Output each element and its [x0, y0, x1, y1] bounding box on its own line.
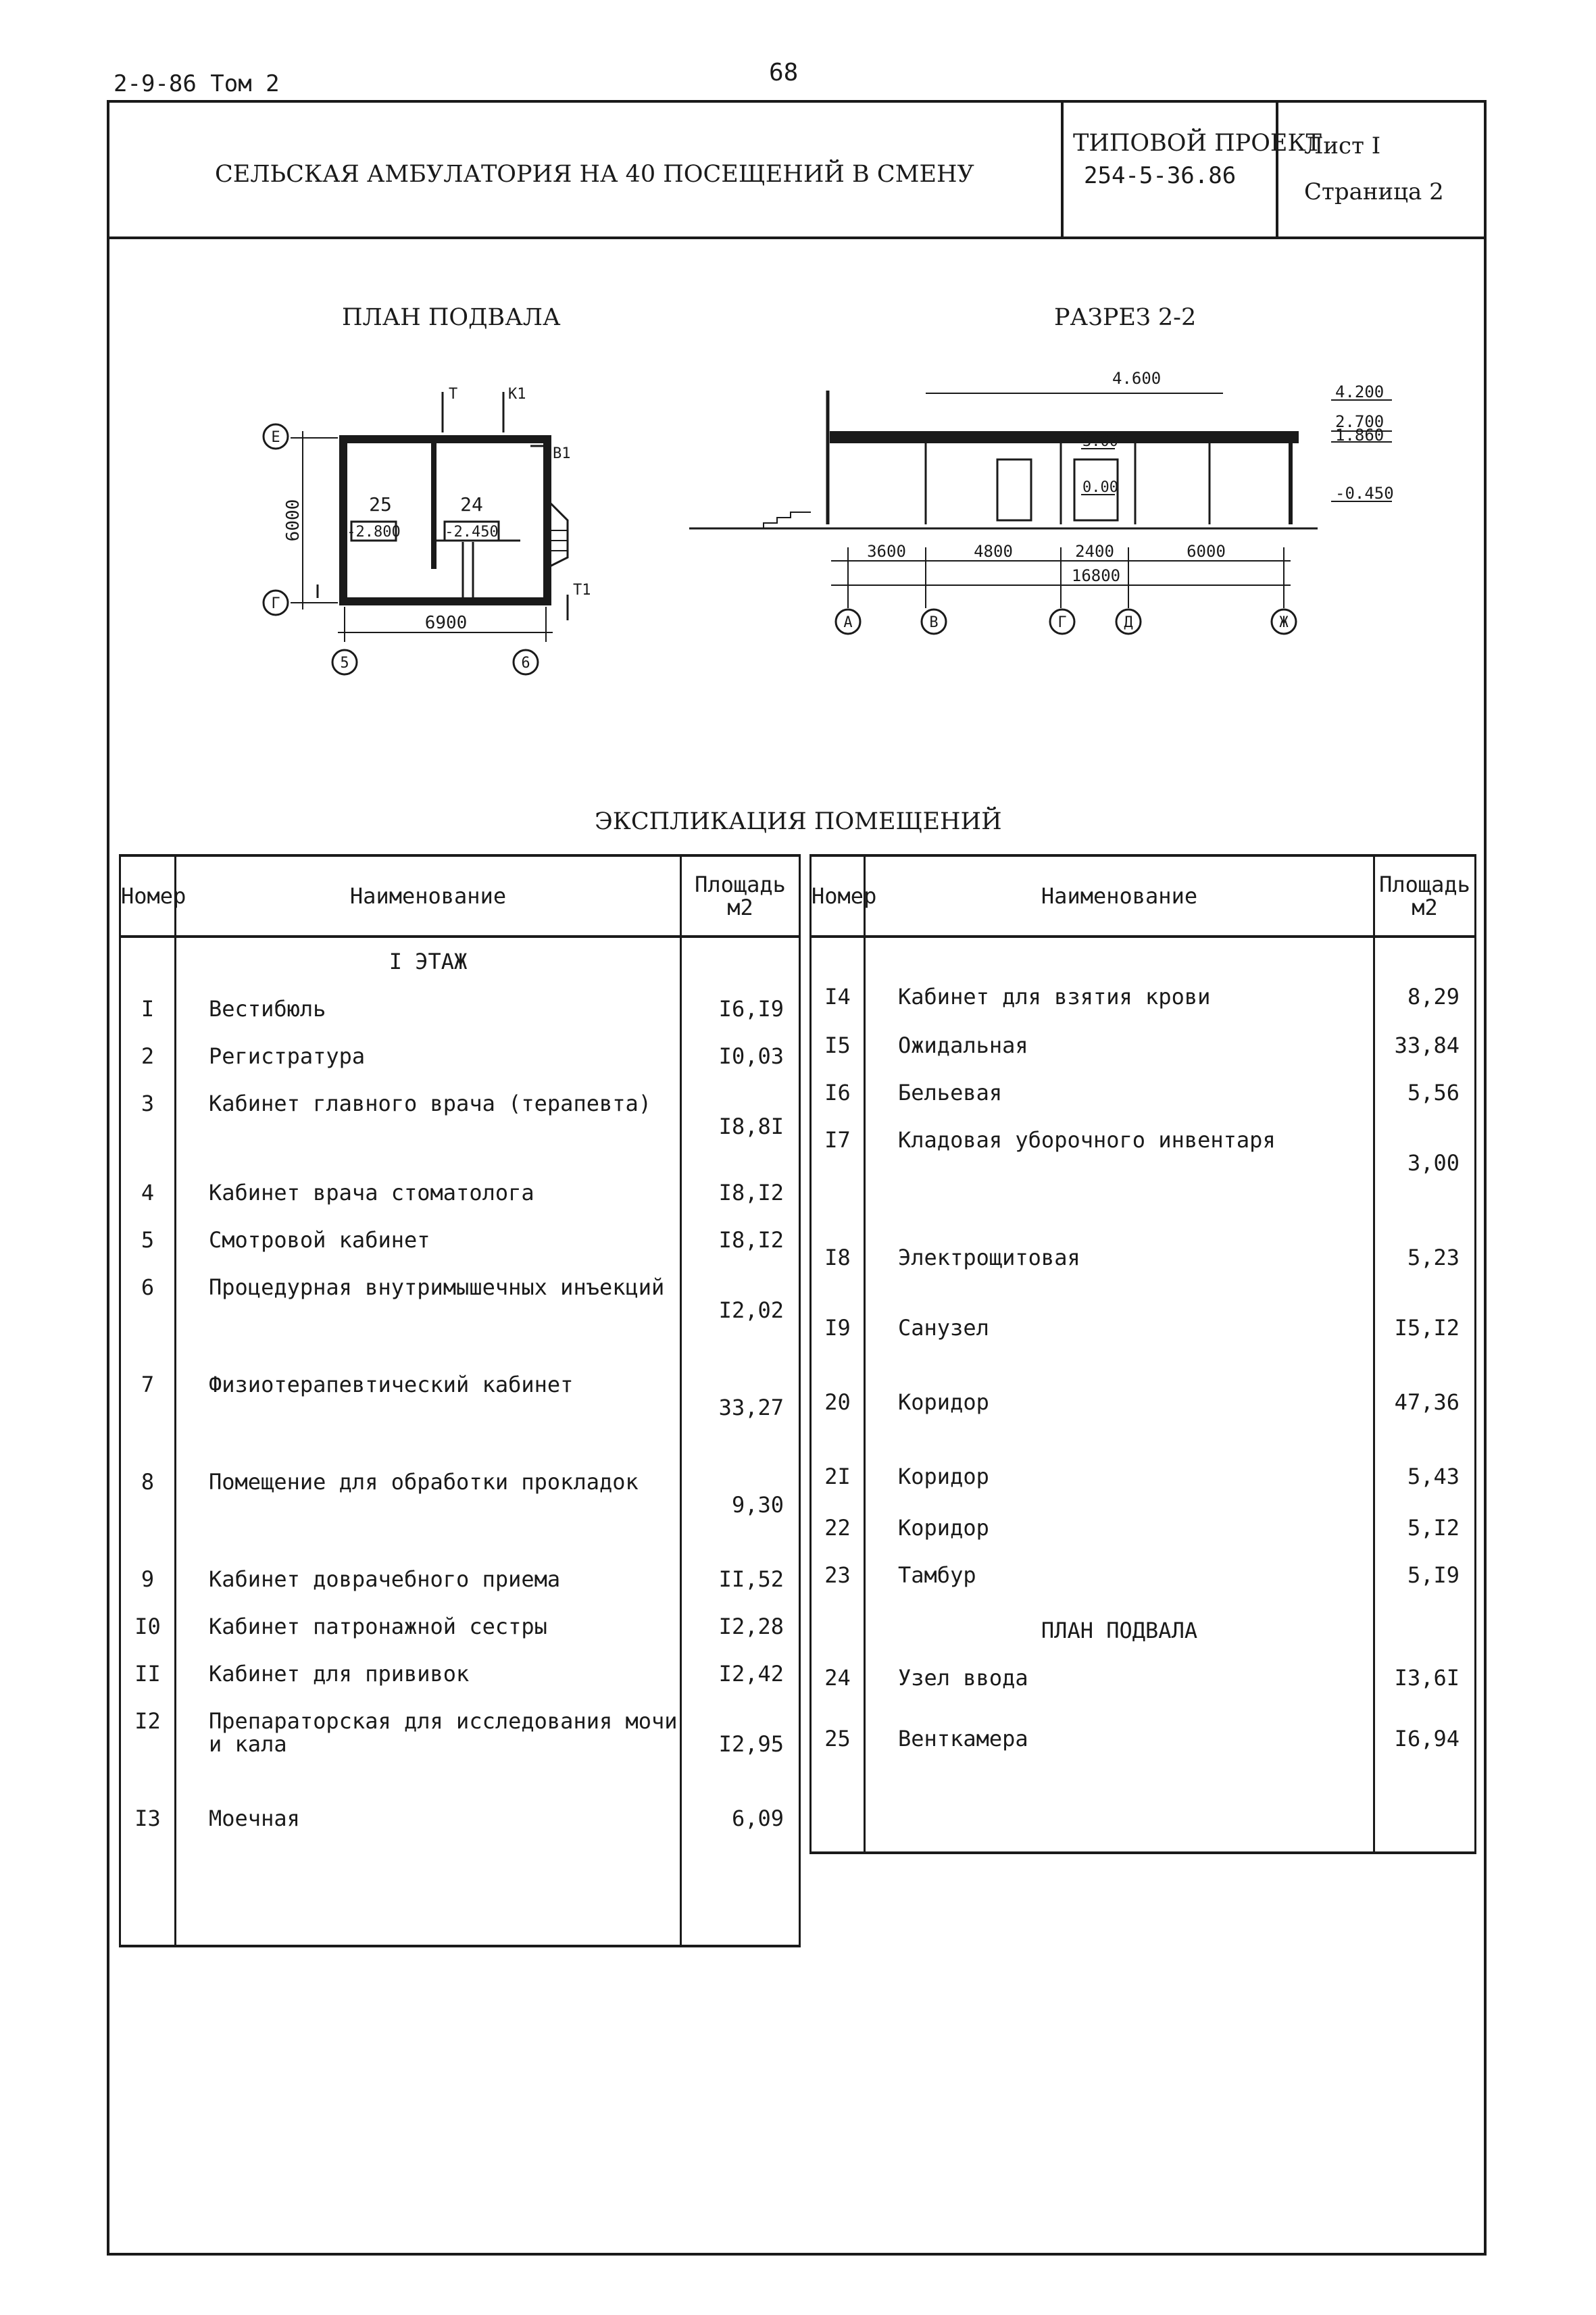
room-number: 2 [120, 1041, 176, 1088]
room-name: Препараторская для исследования мочи и кала [176, 1706, 681, 1803]
room-area: I2,95 [681, 1706, 800, 1803]
room-area: 5,I9 [1374, 1560, 1476, 1607]
room-name: Физиотерапевтический кабинет [176, 1369, 681, 1466]
section-drawing [682, 351, 1439, 649]
section-axis-d: Д [1124, 614, 1133, 631]
basement-plan-drawing [250, 365, 591, 689]
table-row [120, 1224, 800, 1272]
room-number: I [120, 993, 176, 1041]
room-number: I2 [120, 1706, 176, 1803]
room-area: I8,I2 [681, 1224, 800, 1272]
room-number: I4 [811, 981, 865, 1030]
room-area: I5,I2 [1374, 1312, 1476, 1387]
table-row [120, 1611, 800, 1658]
table-row [120, 1803, 800, 1850]
room-area: 5,I2 [1374, 1512, 1476, 1560]
area-cell [681, 937, 800, 993]
table-row [811, 1662, 1476, 1723]
basement-plan-title: ПЛАН ПОДВАЛА [342, 304, 561, 331]
table-row [811, 1242, 1476, 1312]
empty-cell [1374, 1784, 1476, 1853]
table-row [811, 1461, 1476, 1512]
room-area: 5,56 [1374, 1077, 1476, 1124]
empty-cell [865, 937, 1374, 981]
empty-cell [865, 1784, 1374, 1853]
room-number: 24 [811, 1662, 865, 1723]
title-block-divider [1061, 100, 1064, 238]
room-area: I8,8I [681, 1088, 800, 1177]
room-number: I7 [811, 1124, 865, 1242]
title-block-divider [107, 237, 1487, 239]
room-number: I8 [811, 1242, 865, 1312]
sheet-label: Лист I [1304, 132, 1381, 159]
room-name: Коридор [865, 1387, 1374, 1461]
section-row [120, 937, 800, 993]
room-name: Кабинет патронажной сестры [176, 1611, 681, 1658]
table-row [120, 1369, 800, 1466]
room-name: Кабинет врача стоматолога [176, 1177, 681, 1224]
section-level-4200: 4.200 [1335, 382, 1385, 401]
room-24-level: -2.450 [445, 524, 499, 541]
number-cell [811, 1607, 865, 1662]
room-name: Бельевая [865, 1077, 1374, 1124]
header-area: Площадь м2 [681, 855, 800, 937]
table-row [811, 1077, 1476, 1124]
room-name: Помещение для обработки прокладок [176, 1466, 681, 1564]
filler-row [811, 937, 1476, 981]
room-area: 6,09 [681, 1803, 800, 1850]
table-row [811, 1723, 1476, 1784]
section-level-2700: 2.700 [1335, 412, 1385, 431]
page-label: Страница 2 [1304, 178, 1444, 205]
room-number: 2I [811, 1461, 865, 1512]
section-dim-3600: 3600 [867, 542, 906, 561]
room-name: Процедурная внутримышечных инъекций [176, 1272, 681, 1369]
table-row [120, 1658, 800, 1706]
room-number: II [120, 1658, 176, 1706]
room-area: 5,23 [1374, 1242, 1476, 1312]
room-number: I0 [120, 1611, 176, 1658]
room-name: Коридор [865, 1512, 1374, 1560]
document-code: 2-9-86 Том 2 [114, 70, 280, 97]
room-number: 9 [120, 1564, 176, 1611]
room-25-level: -2.800 [347, 524, 401, 541]
title-block-divider [1276, 100, 1278, 238]
room-number: I3 [120, 1803, 176, 1850]
room-number: 3 [120, 1088, 176, 1177]
room-area: I6,94 [1374, 1723, 1476, 1784]
section-level-minus-0450: -0.450 [1335, 484, 1394, 503]
table-row [811, 1030, 1476, 1077]
room-area: 9,30 [681, 1466, 800, 1564]
room-area: 3,00 [1374, 1124, 1476, 1242]
room-number: I9 [811, 1312, 865, 1387]
axis-label-5: 5 [340, 655, 349, 672]
table-row [811, 1124, 1476, 1242]
marker-t1: Т1 [573, 582, 591, 599]
section-axis-g: Г [1057, 614, 1067, 631]
table-row [811, 1312, 1476, 1387]
room-name: Электрощитовая [865, 1242, 1374, 1312]
axis-label-g: Г [271, 595, 280, 612]
explication-title: ЭКСПЛИКАЦИЯ ПОМЕЩЕНИЙ [595, 808, 1002, 835]
page-number: 68 [769, 59, 799, 86]
room-number: 5 [120, 1224, 176, 1272]
room-area: 8,29 [1374, 981, 1476, 1030]
explication-table-left [119, 854, 801, 1947]
table-row [120, 993, 800, 1041]
room-name: Смотровой кабинет [176, 1224, 681, 1272]
room-area: 33,27 [681, 1369, 800, 1466]
filler-row [811, 1784, 1476, 1853]
room-name: Венткамера [865, 1723, 1374, 1784]
section-dim-6000: 6000 [1187, 542, 1226, 561]
room-24-number: 24 [460, 493, 483, 516]
table-row [811, 981, 1476, 1030]
section-dim-4800: 4800 [974, 542, 1013, 561]
room-name: Узел ввода [865, 1662, 1374, 1723]
table-row [811, 1560, 1476, 1607]
room-area: 33,84 [1374, 1030, 1476, 1077]
section-axis-zh: Ж [1279, 614, 1289, 631]
room-number: 23 [811, 1560, 865, 1607]
document-title: СЕЛЬСКАЯ АМБУЛАТОРИЯ НА 40 ПОСЕЩЕНИЙ В СМЕНУ [215, 161, 974, 188]
plan-dim-width: 6900 [424, 613, 468, 633]
section-title: РАЗРЕЗ 2-2 [1054, 304, 1197, 331]
filler-row [120, 1850, 800, 1946]
room-name: Кабинет доврачебного приема [176, 1564, 681, 1611]
section-axis-v: В [929, 614, 939, 631]
section-level-000: 0.00 [1082, 479, 1118, 496]
section-heading: ПЛАН ПОДВАЛА [865, 1607, 1374, 1662]
room-name: Регистратура [176, 1041, 681, 1088]
marker-v1: В1 [553, 445, 571, 462]
room-area: II,52 [681, 1564, 800, 1611]
empty-cell [120, 1850, 176, 1946]
room-name: Тамбур [865, 1560, 1374, 1607]
table-row [120, 1041, 800, 1088]
room-number: I5 [811, 1030, 865, 1077]
table-row [120, 1088, 800, 1177]
header-name: Наименование [176, 855, 681, 937]
room-name: Коридор [865, 1461, 1374, 1512]
room-name: Моечная [176, 1803, 681, 1850]
explication-table-right [809, 854, 1476, 1854]
number-cell [120, 937, 176, 993]
project-label: ТИПОВОЙ ПРОЕКТ [1073, 130, 1322, 157]
room-area: 47,36 [1374, 1387, 1476, 1461]
room-number: 7 [120, 1369, 176, 1466]
marker-k1: К1 [508, 386, 526, 403]
section-level-1860: 1.860 [1335, 426, 1385, 445]
room-area: I2,42 [681, 1658, 800, 1706]
marker-t: Т [449, 386, 458, 403]
axis-label-6: 6 [521, 655, 530, 672]
room-number: 20 [811, 1387, 865, 1461]
plan-dim-height: 6000 [283, 499, 303, 542]
empty-cell [811, 937, 865, 981]
room-number: 8 [120, 1466, 176, 1564]
room-area: I8,I2 [681, 1177, 800, 1224]
room-area: I2,28 [681, 1611, 800, 1658]
room-name: Кладовая уборочного инвентаря [865, 1124, 1374, 1242]
room-name: Ожидальная [865, 1030, 1374, 1077]
section-heading: I ЭТАЖ [176, 937, 681, 993]
table-row [120, 1272, 800, 1369]
room-number: 22 [811, 1512, 865, 1560]
section-level-4600: 4.600 [1112, 369, 1162, 388]
section-axis-a: А [843, 614, 853, 631]
area-cell [1374, 1607, 1476, 1662]
table-row [120, 1177, 800, 1224]
section-row [811, 1607, 1476, 1662]
section-dim-total: 16800 [1071, 566, 1121, 585]
table-row [811, 1387, 1476, 1461]
table-row [120, 1466, 800, 1564]
empty-cell [681, 1850, 800, 1946]
room-number: 6 [120, 1272, 176, 1369]
room-name: Кабинет для прививок [176, 1658, 681, 1706]
empty-cell [811, 1784, 865, 1853]
header-area: Площадь м2 [1374, 855, 1476, 937]
section-dim-2400: 2400 [1075, 542, 1114, 561]
room-name: Вестибюль [176, 993, 681, 1041]
room-area: I6,I9 [681, 993, 800, 1041]
room-25-number: 25 [369, 493, 392, 516]
room-number: 4 [120, 1177, 176, 1224]
room-area: I2,02 [681, 1272, 800, 1369]
project-number: 254-5-36.86 [1084, 162, 1237, 189]
section-level-300: 3.00 [1082, 433, 1118, 450]
table-row [811, 1512, 1476, 1560]
room-area: I0,03 [681, 1041, 800, 1088]
header-name: Наименование [865, 855, 1374, 937]
header-number: Номер [120, 855, 176, 937]
room-name: Кабинет для взятия крови [865, 981, 1374, 1030]
room-number: I6 [811, 1077, 865, 1124]
header-number: Номер [811, 855, 865, 937]
room-name: Санузел [865, 1312, 1374, 1387]
room-area: 5,43 [1374, 1461, 1476, 1512]
empty-cell [1374, 937, 1476, 981]
table-row [120, 1706, 800, 1803]
table-row [120, 1564, 800, 1611]
room-name: Кабинет главного врача (терапевта) [176, 1088, 681, 1177]
empty-cell [176, 1850, 681, 1946]
room-area: I3,6I [1374, 1662, 1476, 1723]
room-number: 25 [811, 1723, 865, 1784]
axis-label-e: Е [271, 429, 280, 446]
